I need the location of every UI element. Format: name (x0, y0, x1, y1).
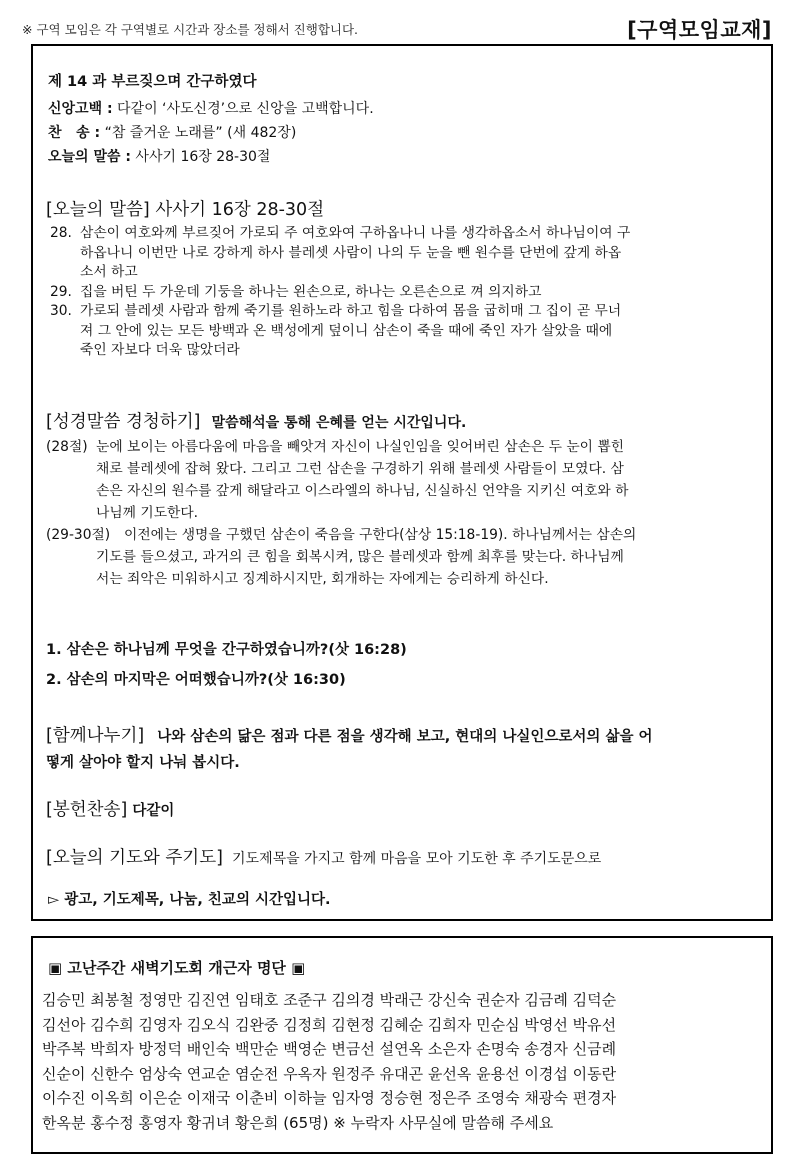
attendance-box (31, 936, 773, 1154)
verse-line: 하옵나니 이번만 나로 강하게 하사 블레셋 사람이 나의 두 눈을 뺀 원수를 단번에 갚게 하옵 (80, 244, 622, 261)
verse (50, 302, 765, 361)
verse-line: 집을 버틴 두 가운데 기둥을 하나는 왼손으로, 하나는 오른손으로 껴 의지하고 (80, 283, 542, 300)
attendance-title: ▣ 고난주간 새벽기도회 개근자 명단 ▣ (48, 959, 306, 977)
paragraph-line: 눈에 보이는 아름다움에 마음을 빼앗겨 자신이 나실인임을 잊어버린 삼손은 두 눈이 뽑힌 (96, 439, 625, 455)
paragraph-line: 기도를 들으셨고, 과거의 큰 힘을 회복시켜, 많은 블레셋과 함께 최후를 맞는다. 하나님께 (96, 549, 624, 565)
offering-text: 다같이 (132, 803, 175, 819)
attendance-row: 김선아 김수희 김영자 김오식 김완중 김정희 김현정 김혜순 김희자 민순심 박영선 박유선 (42, 1015, 617, 1034)
listen-paragraph (46, 436, 766, 524)
sharing-text-1: 나와 삼손의 닮은 점과 다른 점을 생각해 보고, 현대의 나실인으로서의 삶을 어 (157, 729, 653, 745)
offering-heading: [봉헌찬송] (46, 800, 128, 820)
listen-paragraph (46, 524, 766, 590)
sharing-text-2: 떻게 살아야 할지 나눠 봅시다. (46, 755, 240, 771)
attendance-row: 이수진 이옥희 이은순 이재국 이춘비 이하늘 임자영 정승현 정은주 조영숙 채광숙 편경자 (42, 1089, 617, 1107)
paragraph-line: 이전에는 생명을 구했던 삼손이 죽음을 구한다(삼상 15:18-19). 하나님께서는 삼손의 (124, 527, 637, 543)
scripture-heading-line (46, 196, 324, 221)
creed-text: 다같이 ‘사도신경’으로 신앙을 고백합니다. (117, 101, 374, 117)
paragraph-ref: (28절) (46, 439, 88, 455)
prayer-line (46, 844, 601, 869)
hymn-text: “참 즐거운 노래를” (새 482장) (104, 125, 297, 141)
creed-label: 신앙고백 : (48, 101, 113, 117)
lesson-box (31, 44, 773, 921)
scripture-ref: 사사기 16장 28-30절 (155, 200, 325, 220)
word-text: 사사기 16장 28-30절 (135, 149, 271, 165)
verse-line: 소서 하고 (80, 264, 138, 280)
prayer-text: 기도제목을 가지고 함께 마음을 모아 기도한 후 주기도문으로 (232, 851, 602, 867)
lesson-title: 제 14 과 부르짖으며 간구하였다 (48, 74, 257, 90)
verse-number: 28. (50, 225, 72, 241)
verse-number: 29. (50, 283, 72, 300)
question-2: 2. 삼손의 마지막은 어떠했습니까?(삿 16:30) (46, 672, 346, 688)
sharing-heading: [함께나누기] (46, 726, 145, 746)
paragraph-line: 손은 자신의 원수를 갚게 해달라고 이스라엘의 하나님, 신실하신 언약을 지키신 여호와 하 (96, 483, 629, 499)
verse-number: 30. (50, 303, 72, 319)
sharing-line-1 (46, 722, 653, 747)
verse-line: 져 그 안에 있는 모든 방백과 온 백성에게 덮이니 삼손이 죽을 때에 죽인 자가 살았을 때에 (80, 322, 613, 339)
listen-sub: 말씀해석을 통해 은혜를 얻는 시간입니다. (211, 415, 467, 431)
header (22, 8, 772, 42)
hymn-label: 찬 송 : (48, 125, 101, 141)
attendance-row: 박주복 박희자 방정덕 배인숙 백만순 백영순 변금선 설연옥 소은자 손명숙 송경자 신금례 (42, 1040, 617, 1058)
verse-line: 삼손이 여호와께 부르짖어 가로되 주 여호와여 구하옵나니 나를 생각하옵소서 하나님이여 구 (80, 225, 631, 241)
paragraph-line: 나님께 기도한다. (96, 505, 199, 521)
offering-line (46, 796, 174, 821)
attendance-row: 김승민 최봉철 정영만 김진연 임태호 조준구 김의경 박래근 강신숙 권순자 김금례 김덕순 (42, 991, 617, 1009)
verse-line: 죽인 자보다 더욱 많았더라 (80, 342, 240, 358)
question-1: 1. 삼손은 하나님께 무엇을 간구하였습니까?(삿 16:28) (46, 642, 407, 658)
page-title: [구역모임교재] (627, 18, 772, 42)
word-line (48, 146, 270, 166)
hymn-line (48, 122, 296, 142)
attendance-row: 한옥분 홍수정 홍영자 황귀녀 황은희 (65명) ※ 누락자 사무실에 말씀해 주세요 (42, 1113, 554, 1132)
verse-line: 가로되 블레셋 사람과 함께 죽기를 원하노라 하고 힘을 다하여 몸을 굽히매 그 집이 곧 무너 (80, 303, 622, 319)
scripture-verses (50, 224, 765, 361)
listen-paragraphs (46, 436, 766, 590)
top-note: ※ 구역 모임은 각 구역별로 시간과 장소를 정해서 진행합니다. (22, 22, 359, 37)
creed-line (48, 98, 374, 118)
paragraph-line: 채로 블레셋에 잡혀 왔다. 그리고 그런 삼손을 구경하기 위해 블레셋 사람들이 모였다. 삼 (96, 461, 624, 477)
listen-heading: [성경말씀 경청하기] (46, 412, 201, 432)
paragraph-ref: (29-30절) (46, 527, 111, 543)
verse (50, 283, 765, 303)
verse (50, 224, 765, 283)
listen-heading-line (46, 408, 466, 433)
scripture-heading: [오늘의 말씀] (46, 200, 150, 220)
attendance-row: 신순이 신한수 엄상숙 연교순 염순전 우옥자 원정주 유대곤 윤선옥 윤용선 이경섭 이동란 (42, 1064, 617, 1083)
word-label: 오늘의 말씀 : (48, 149, 131, 165)
prayer-heading: [오늘의 기도와 주기도] (46, 848, 223, 868)
announcement: ▻ 광고, 기도제목, 나눔, 친교의 시간입니다. (48, 892, 331, 908)
attendance-names (42, 988, 616, 1135)
paragraph-line: 서는 죄악은 미워하시고 징계하시지만, 회개하는 자에게는 승리하게 하신다. (96, 571, 549, 587)
